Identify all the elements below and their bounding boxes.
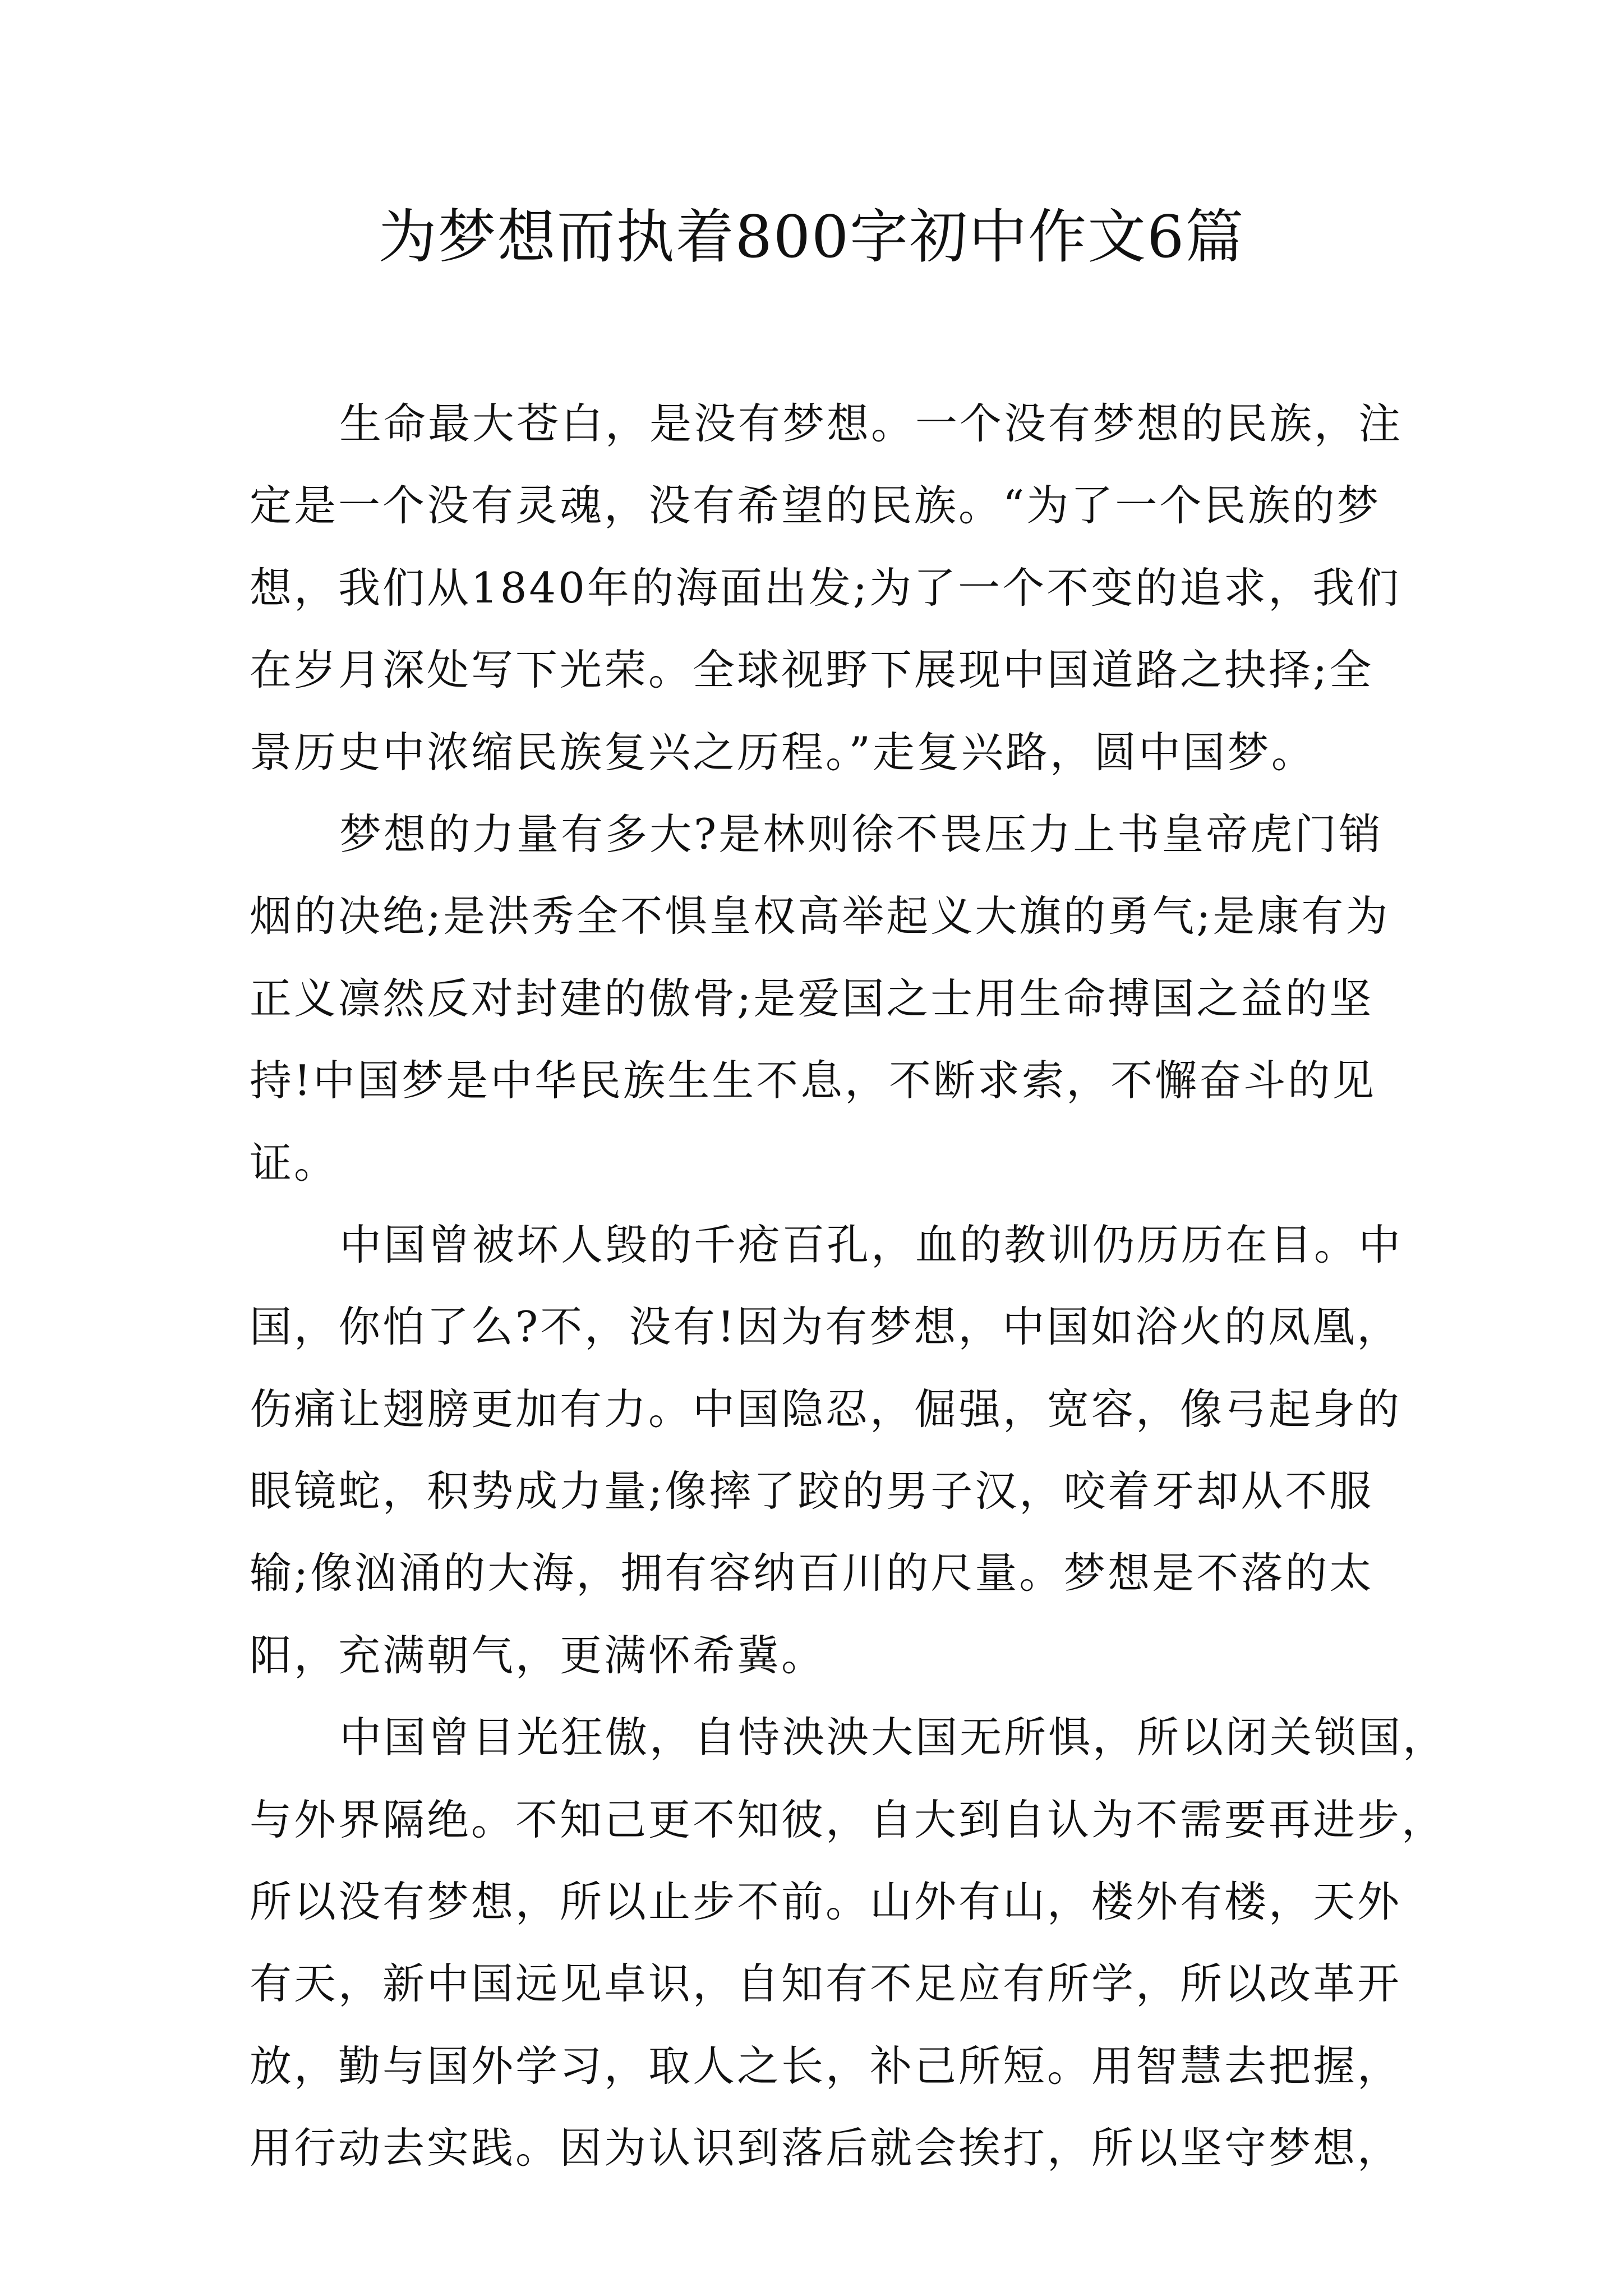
body-text-line: 放，勤与国外学习，取人之长，补己所短。用智慧去把握，	[250, 2041, 1402, 2091]
body-text-line: 中国曾目光狂傲，自恃泱泱大国无所惧，所以闭关锁国，	[339, 1713, 1447, 1763]
body-text-line: 用行动去实践。因为认识到落后就会挨打，所以坚守梦想，	[250, 2123, 1402, 2173]
body-text-line: 阳，充满朝气，更满怀希冀。	[250, 1630, 826, 1680]
body-text-line: 持!中国梦是中华民族生生不息，不断求索，不懈奋斗的见	[250, 1056, 1377, 1106]
body-text-line: 国，你怕了么?不，没有!因为有梦想，中国如浴火的凤凰，	[250, 1302, 1401, 1352]
body-text-line: 正义凛然反对封建的傲骨;是爱国之士用生命搏国之益的坚	[250, 973, 1374, 1023]
body-text-line: 梦想的力量有多大?是林则徐不畏压力上书皇帝虎门销	[339, 809, 1384, 859]
document-title: 为梦想而执着800字初中作文6篇	[378, 203, 1245, 271]
body-text-line: 证。	[250, 1138, 339, 1188]
body-text-line: 中国曾被坏人毁的千疮百孔，血的教训仍历历在目。中	[339, 1220, 1403, 1269]
body-text-line: 景历史中浓缩民族复兴之历程。”走复兴路，圆中国梦。	[250, 727, 1316, 777]
body-text-line: 在岁月深处写下光荣。全球视野下展现中国道路之抉择;全	[250, 645, 1374, 695]
body-text-line: 眼镜蛇，积势成力量;像摔了跤的男子汉，咬着牙却从不服	[250, 1466, 1374, 1516]
body-text-line: 输;像汹涌的大海，拥有容纳百川的尺量。梦想是不落的太	[250, 1548, 1374, 1598]
body-text-line: 与外界隔绝。不知己更不知彼，自大到自认为不需要再进步，	[250, 1795, 1446, 1844]
document-body	[250, 383, 1447, 2189]
body-text-line: 生命最大苍白，是没有梦想。一个没有梦想的民族，注	[339, 399, 1403, 448]
body-text-line: 烟的决绝;是洪秀全不惧皇权高举起义大旗的勇气;是康有为	[250, 891, 1390, 941]
body-text-line: 伤痛让翅膀更加有力。中国隐忍，倔强，宽容，像弓起身的	[250, 1384, 1402, 1434]
body-text-line: 想，我们从1840年的海面出发;为了一个不变的追求，我们	[250, 563, 1401, 613]
body-text-line: 所以没有梦想，所以止步不前。山外有山，楼外有楼，天外	[250, 1877, 1402, 1927]
body-text-line: 定是一个没有灵魂，没有希望的民族。“为了一个民族的梦	[250, 481, 1381, 531]
body-text-line: 有天，新中国远见卓识，自知有不足应有所学，所以改革开	[250, 1959, 1402, 2009]
